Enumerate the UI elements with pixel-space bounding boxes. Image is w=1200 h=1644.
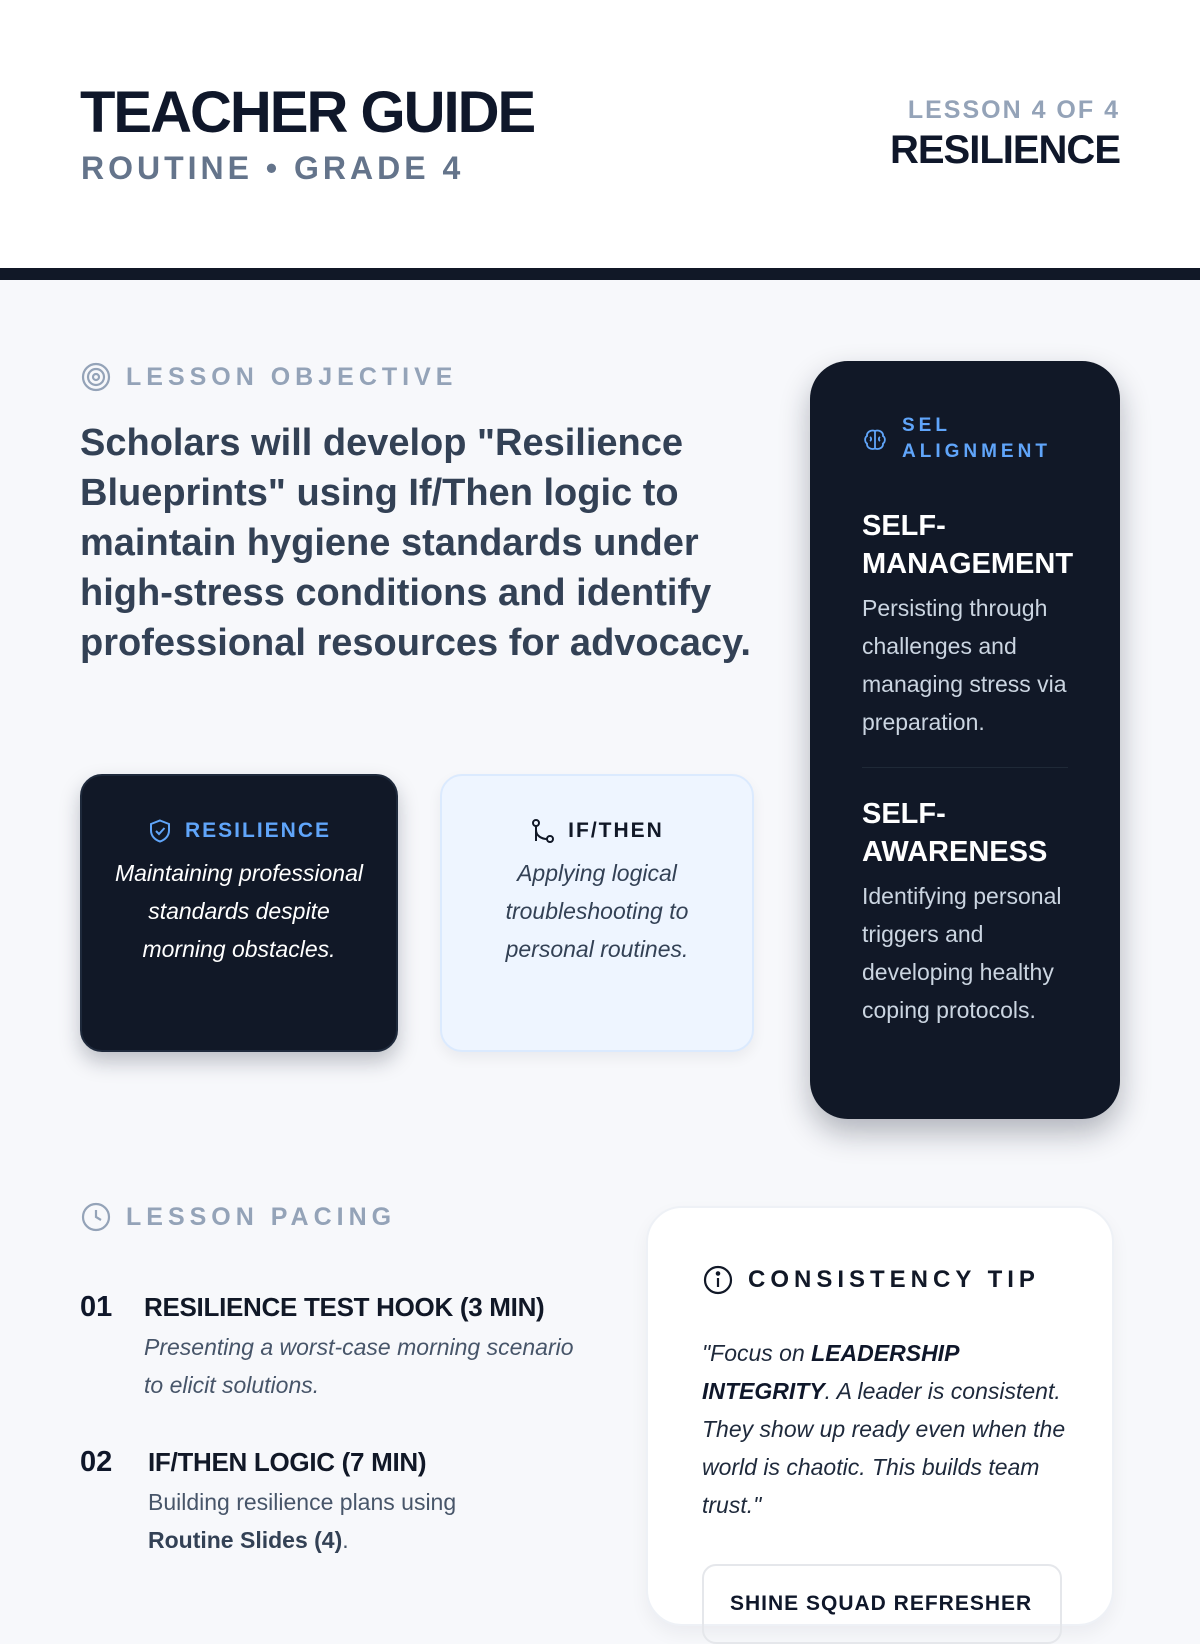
sel-item-desc: Persisting through challenges and managing stress via preparation. [862,595,1067,735]
tip-refresher-box [702,1564,1062,1644]
page-subtitle: ROUTINE • GRADE 4 [81,150,465,186]
tip-quote [702,1334,1070,1524]
pacing-label [80,1201,396,1233]
ifthen-card-header [442,818,752,844]
branch-icon [530,818,556,844]
tip-quote-open: "Focus on [702,1340,812,1366]
tip-refresher-text: SHINE SQUAD REFRESHER [730,1592,1033,1615]
clock-icon [80,1201,112,1233]
ifthen-card [440,774,754,1052]
resilience-card-header [82,818,396,844]
sel-divider [862,767,1068,768]
target-icon [80,361,112,393]
sel-header [862,413,1072,465]
ifthen-card-body: Applying logical troubleshooting to personal routines. [505,860,689,962]
pacing-label-text: LESSON PACING [126,1202,397,1231]
sel-item-self-awareness [862,795,1092,1029]
step-title: IF/THEN LOGIC (7 MIN) [148,1447,427,1477]
page-title: TEACHER GUIDE [80,80,535,145]
resilience-card-body: Maintaining professional standards despite morning obstacles. [114,860,364,962]
step-title: RESILIENCE TEST HOOK (3 MIN) [144,1292,545,1322]
sel-item-desc: Identifying personal triggers and developing healthy coping protocols. [862,883,1062,1023]
tip-label: CONSISTENCY TIP [748,1266,1040,1293]
step-description-emphasis: Routine Slides (4) [148,1527,343,1553]
objective-label-text: LESSON OBJECTIVE [126,362,458,391]
tip-quote-rest: . A leader is consistent. They show up ready even when the world is chaotic. This builds team trust." [702,1378,1066,1518]
step-number: 01 [80,1291,113,1323]
step-description [148,1483,508,1559]
header-rule [0,268,1200,280]
step-description-end: . [342,1527,349,1553]
pacing-step [80,1445,508,1559]
shield-check-icon [147,818,173,844]
sel-item-title: SELF-MANAGEMENT [862,510,1074,580]
sel-item-title: SELF-AWARENESS [862,798,1048,868]
lesson-count: LESSON 4 OF 4 [907,96,1120,124]
sel-alignment-panel [810,361,1120,1119]
step-number: 02 [80,1446,113,1478]
resilience-card [80,774,398,1052]
tip-quote-emphasis: LEADERSHIP INTEGRITY [702,1340,959,1404]
pacing-step [80,1290,584,1404]
step-description: Presenting a worst-case morning scenario to elicit solutions. [144,1334,574,1398]
info-icon [702,1264,734,1296]
step-description-text: Building resilience plans using [148,1489,457,1515]
resilience-card-title: RESILIENCE [184,819,332,842]
objective-text: Scholars will develop "Resilience Blueprints" using If/Then logic to maintain hygiene standards under high-stress conditions and identify professional resources for advocacy. [80,422,751,664]
sel-item-self-management [862,507,1092,741]
objective-label [80,361,457,393]
brain-icon [862,427,888,453]
consistency-tip-card [646,1206,1114,1626]
sel-label: SEL ALIGNMENT [902,415,1051,462]
ifthen-card-title: IF/THEN [568,819,664,842]
tip-header [702,1264,1040,1296]
lesson-name: RESILIENCE [889,128,1120,172]
